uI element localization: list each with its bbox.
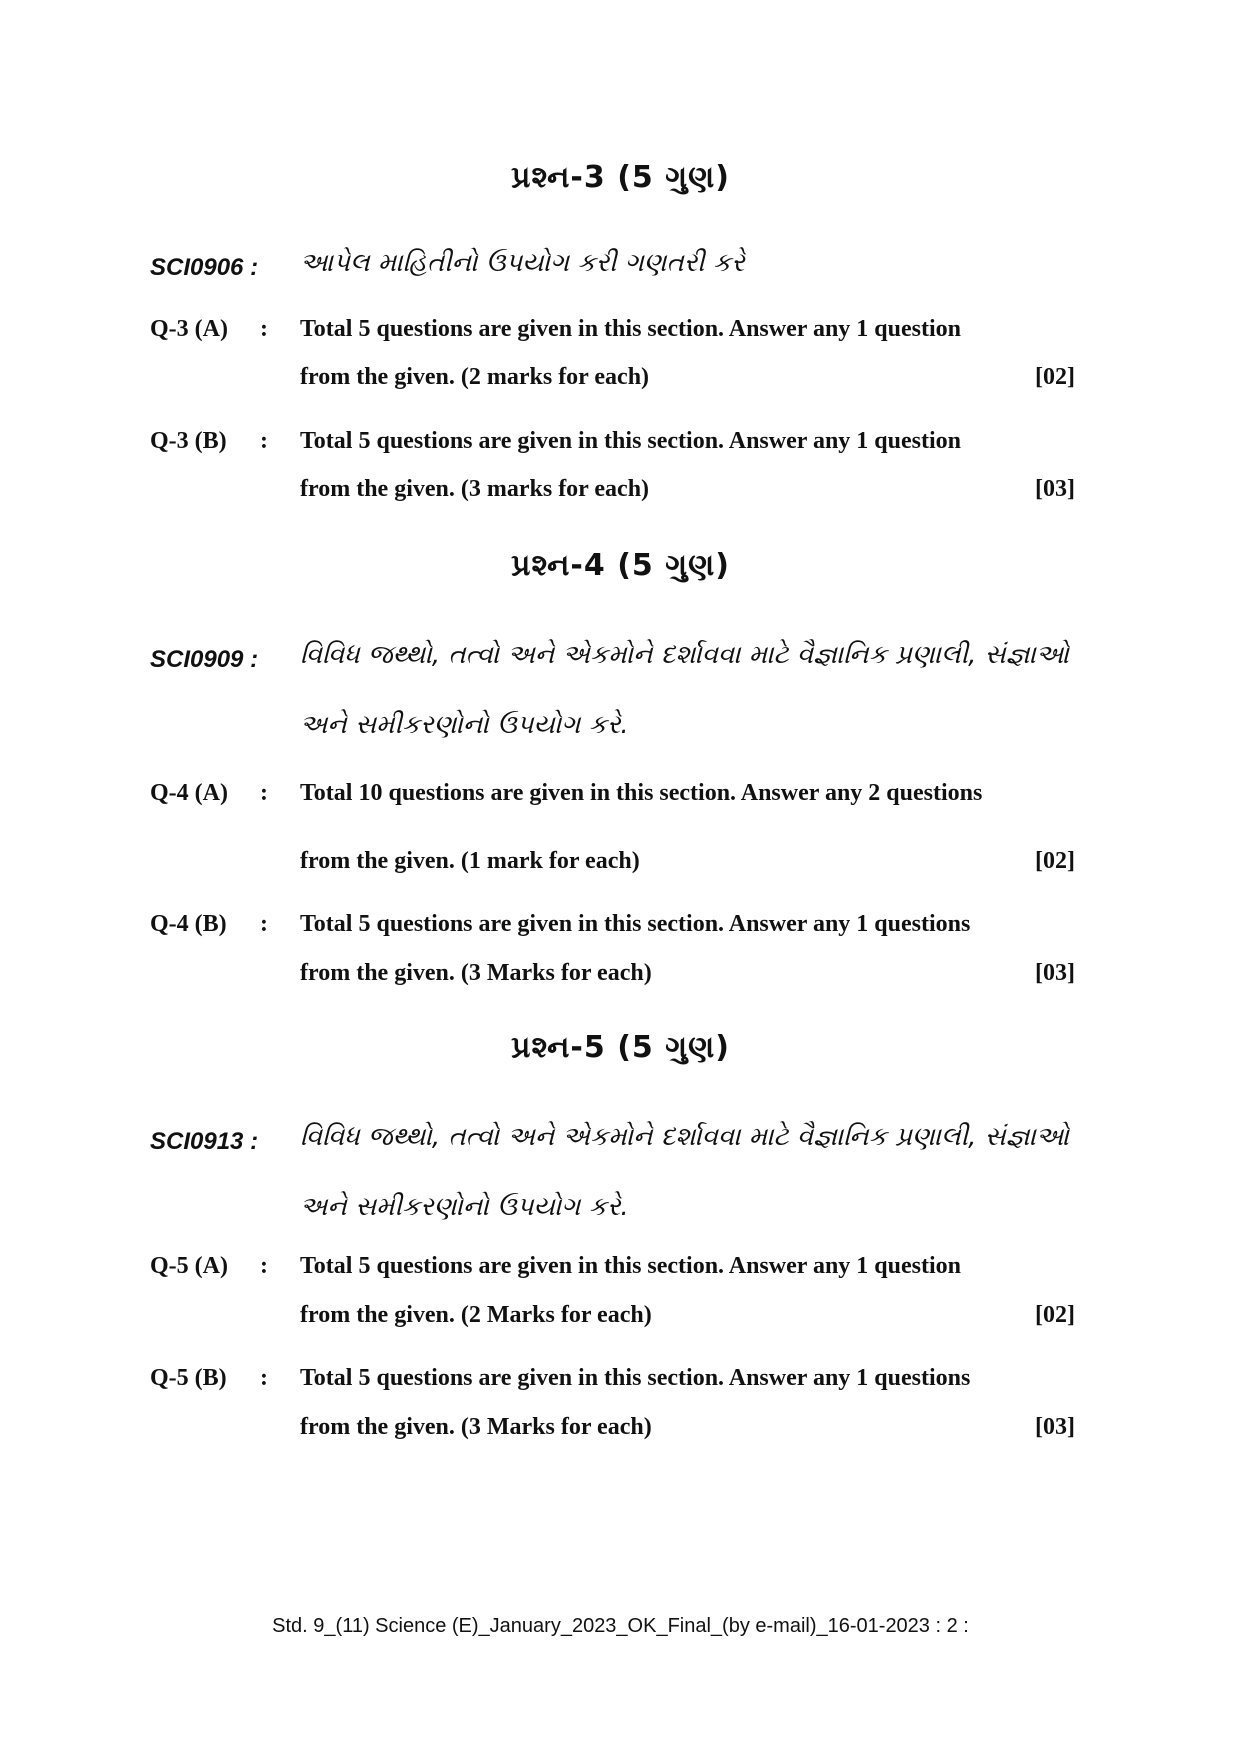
question-label: Q-5 (B) <box>150 1365 227 1391</box>
section-heading-3: પ્રશ્ન-3 (5 ગુણ) <box>511 160 730 195</box>
question-label: Q-3 (B) <box>150 428 227 454</box>
objective-code: SCI0909 : <box>150 646 259 673</box>
objective-code: SCI0913 : <box>150 1128 259 1155</box>
question-marks: [03] <box>1035 1414 1075 1440</box>
question-instruction-line2: from the given. (3 Marks for each) <box>300 960 652 986</box>
question-instruction-line1: Total 5 questions are given in this section. Answer any 1 questions <box>300 911 971 937</box>
objective-code: SCI0906 : <box>150 254 259 281</box>
question-instruction-line2: from the given. (3 Marks for each) <box>300 1414 652 1440</box>
question-colon: : <box>260 1365 268 1391</box>
question-marks: [02] <box>1035 1302 1075 1328</box>
question-instruction-line2: from the given. (2 Marks for each) <box>300 1302 652 1328</box>
question-colon: : <box>260 428 268 454</box>
section-heading-4: પ્રશ્ન-4 (5 ગુણ) <box>511 548 730 583</box>
question-instruction-line1: Total 5 questions are given in this section. Answer any 1 question <box>300 1253 961 1279</box>
question-instruction-line2: from the given. (3 marks for each) <box>300 476 650 502</box>
question-instruction-line1: Total 10 questions are given in this section. Answer any 2 questions <box>300 780 983 806</box>
question-marks: [02] <box>1035 848 1075 874</box>
question-colon: : <box>260 1253 268 1279</box>
objective-text: વિવિધ જથ્થો, તત્વો અને એકમોને દર્શાવવા માટે વૈજ્ઞાનિક પ્રણાલી, સંજ્ઞાઓ અને સમીકરણોનો ઉપયોગ કરે. <box>300 640 1069 740</box>
question-colon: : <box>260 780 268 806</box>
question-instruction-line1: Total 5 questions are given in this section. Answer any 1 question <box>300 428 961 454</box>
question-instruction-line2: from the given. (2 marks for each) <box>300 364 650 390</box>
question-colon: : <box>260 316 268 342</box>
page-footer: Std. 9_(11) Science (E)_January_2023_OK_Final_(by e-mail)_16-01-2023 : 2 : <box>272 1615 969 1637</box>
question-instruction-line2: from the given. (1 mark for each) <box>300 848 640 874</box>
question-instruction-line1: Total 5 questions are given in this section. Answer any 1 questions <box>300 1365 971 1391</box>
question-marks: [02] <box>1035 364 1075 390</box>
question-label: Q-3 (A) <box>150 316 228 342</box>
section-heading-5: પ્રશ્ન-5 (5 ગુણ) <box>511 1030 730 1065</box>
objective-text: વિવિધ જથ્થો, તત્વો અને એકમોને દર્શાવવા માટે વૈજ્ઞાનિક પ્રણાલી, સંજ્ઞાઓ અને સમીકરણોનો ઉપયોગ કરે. <box>300 1122 1069 1222</box>
question-label: Q-4 (A) <box>150 780 228 806</box>
question-colon: : <box>260 911 268 937</box>
question-instruction-line1: Total 5 questions are given in this section. Answer any 1 question <box>300 316 961 342</box>
question-label: Q-4 (B) <box>150 911 227 937</box>
question-marks: [03] <box>1035 960 1075 986</box>
question-marks: [03] <box>1035 476 1075 502</box>
question-label: Q-5 (A) <box>150 1253 228 1279</box>
objective-text: આપેલ માહિતીનો ઉપયોગ કરી ગણતરી કરે <box>300 248 745 278</box>
